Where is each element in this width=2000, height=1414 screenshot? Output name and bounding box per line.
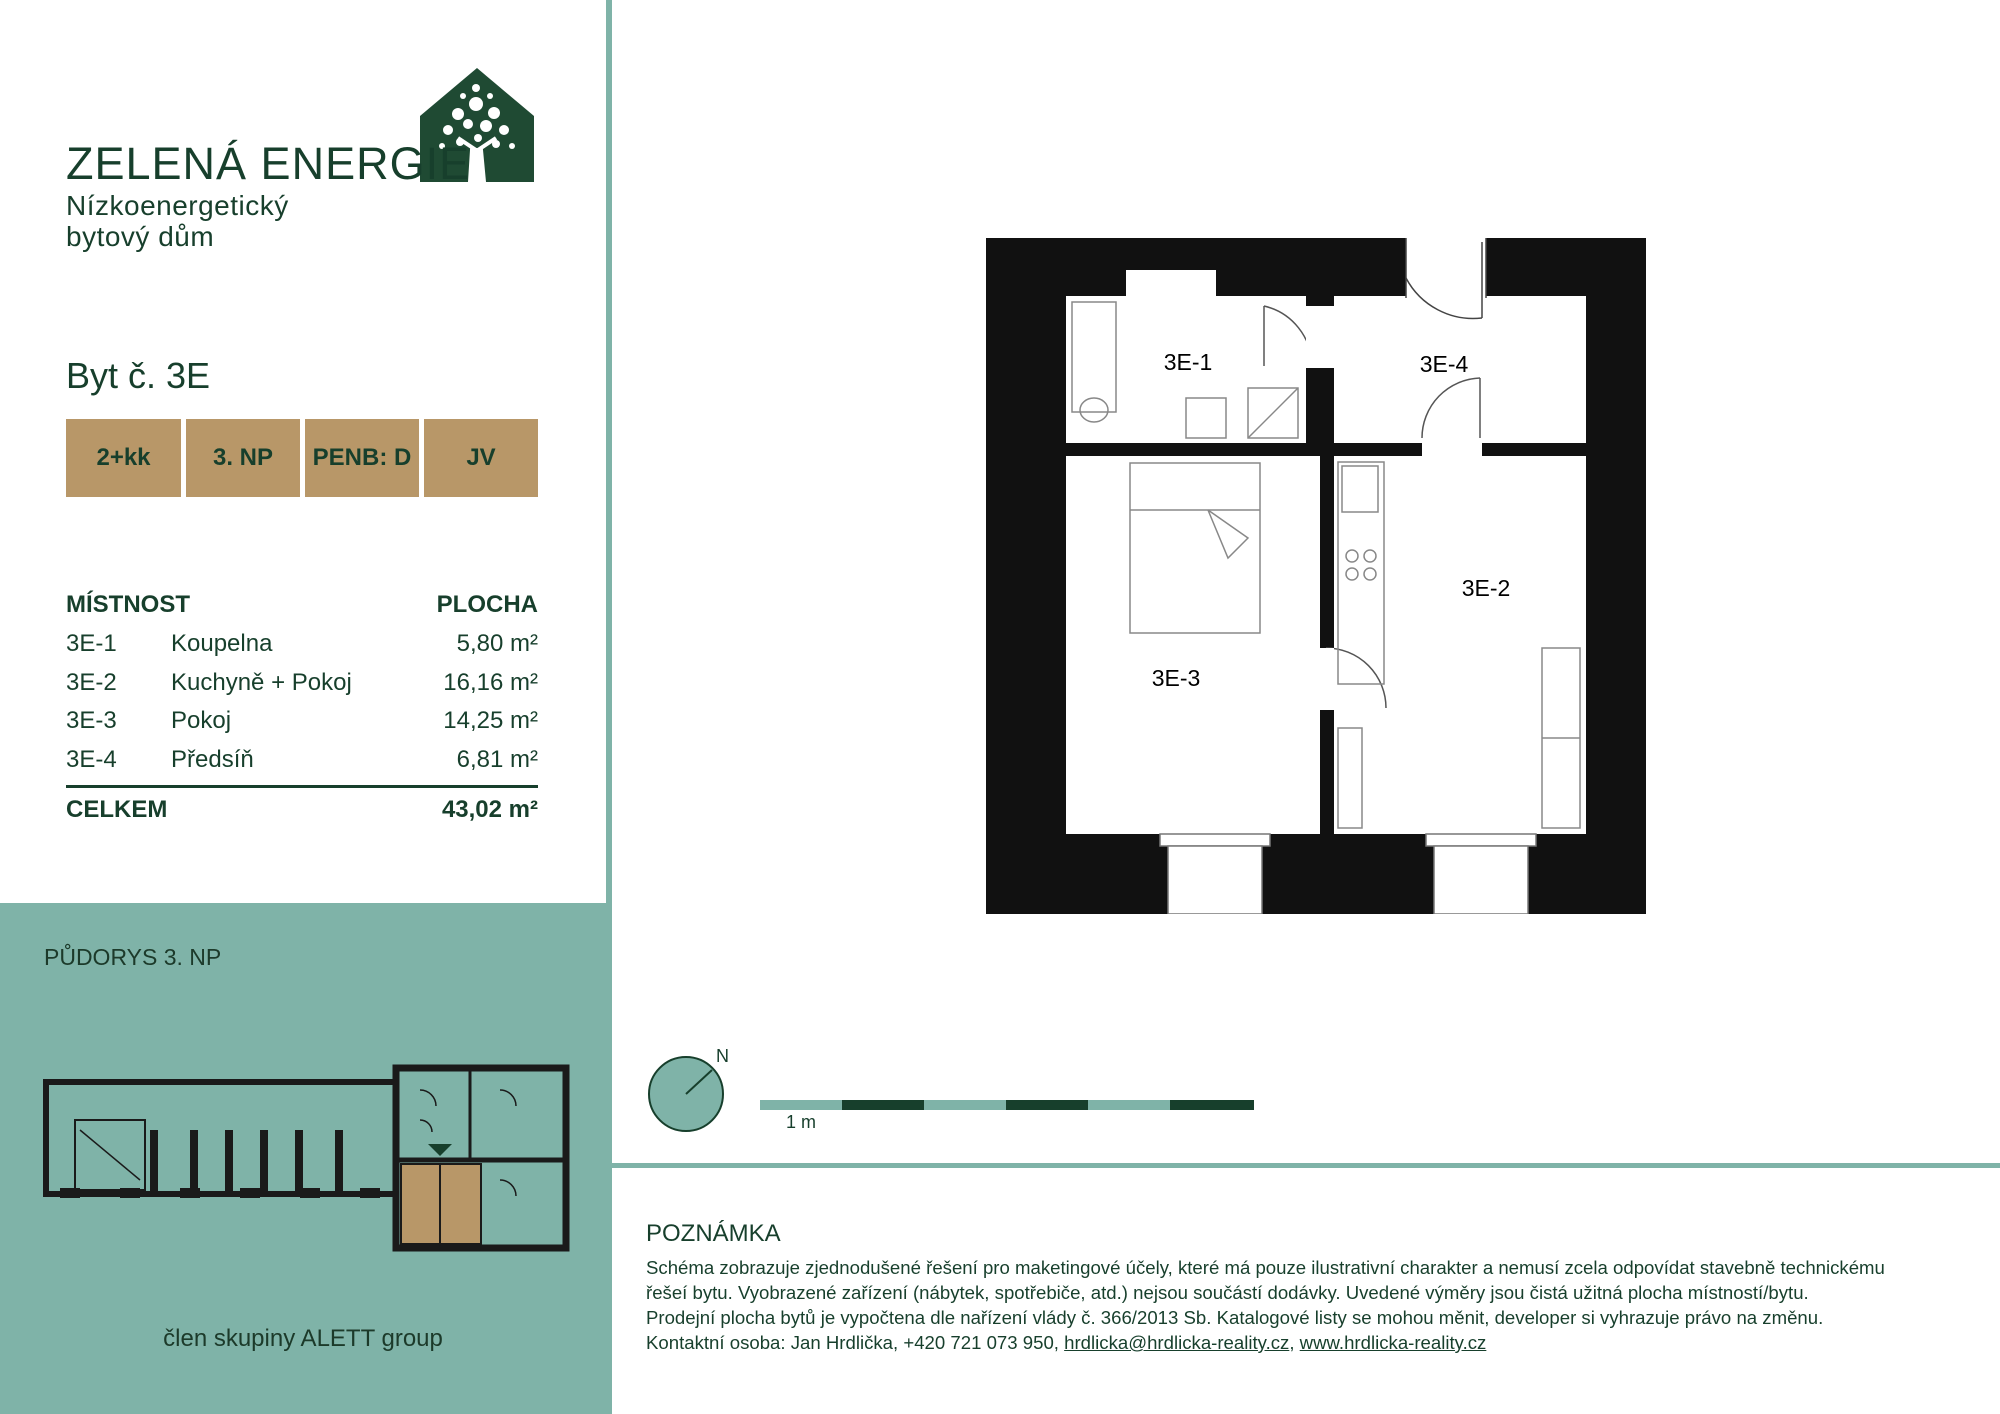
col-area-label: PLOCHA bbox=[436, 591, 538, 618]
room-3e3-area bbox=[1066, 456, 1320, 834]
room-id: 3E-2 bbox=[66, 668, 117, 696]
table-row bbox=[66, 625, 538, 664]
total-label: CELKEM bbox=[66, 796, 168, 823]
brand-subtitle: Nízkoenergetický bytový dům bbox=[66, 190, 289, 252]
badge-floor: 3. NP bbox=[186, 419, 300, 497]
contact-line bbox=[646, 1330, 1966, 1355]
room-id: 3E-1 bbox=[66, 630, 117, 658]
note-body bbox=[646, 1255, 1966, 1355]
room-id: 3E-3 bbox=[66, 707, 117, 735]
group-membership: člen skupiny ALETT group bbox=[163, 1325, 443, 1352]
floor-overview-plan bbox=[40, 1060, 580, 1260]
room-label-3e2: 3E-2 bbox=[1461, 575, 1511, 601]
total-row bbox=[66, 788, 538, 832]
note-line: Schéma zobrazuje zjednodušené řešení pro maketingové účely, které má pouze ilustrativní charakter a nemusí zcela odpovídat stavebně technickému bbox=[646, 1257, 1885, 1278]
badge-layout: 2+kk bbox=[66, 419, 181, 497]
room-area: 6,81 m² bbox=[456, 745, 538, 773]
room-name: Koupelna bbox=[171, 630, 273, 658]
apartment-floor-plan bbox=[986, 238, 1646, 914]
table-row bbox=[66, 664, 538, 703]
table-row bbox=[66, 741, 538, 780]
room-label-3e1: 3E-1 bbox=[1163, 349, 1213, 375]
website-link[interactable]: www.hrdlicka-reality.cz bbox=[1299, 1332, 1487, 1353]
rooms-table bbox=[66, 585, 538, 832]
badge-orientation: JV bbox=[424, 419, 538, 497]
note-line: řešeí bytu. Vyobrazené zařízení (nábytek, spotřebiče, atd.) nejsou součástí dodávky. Uvedené výměry jsou čistá užitná plocha místností/bytu. bbox=[646, 1282, 1809, 1303]
unit-title: Byt č. 3E bbox=[66, 355, 211, 396]
contact-separator: , bbox=[1289, 1332, 1300, 1353]
horizontal-divider bbox=[612, 1163, 2000, 1168]
scale-bar bbox=[760, 1100, 1254, 1110]
total-area: 43,02 m² bbox=[441, 796, 538, 823]
room-area: 5,80 m² bbox=[456, 630, 538, 658]
room-area: 14,25 m² bbox=[443, 707, 538, 735]
compass-icon bbox=[646, 1054, 726, 1134]
brand-title: ZELENÁ ENERGIE bbox=[66, 138, 471, 189]
table-row bbox=[66, 702, 538, 741]
room-name: Pokoj bbox=[171, 707, 232, 735]
scale-label: 1 m bbox=[786, 1112, 817, 1132]
unit-badges bbox=[66, 419, 538, 497]
room-id: 3E-4 bbox=[66, 745, 117, 773]
room-label-3e4: 3E-4 bbox=[1419, 351, 1469, 377]
email-link[interactable]: hrdlicka@hrdlicka-reality.cz bbox=[1064, 1332, 1290, 1353]
room-label-3e3: 3E-3 bbox=[1151, 665, 1201, 691]
note-line: Prodejní plocha bytů je vypočtena dle nařízení vlády č. 366/2013 Sb. Katalogové listy se mohou měnit, developer si vyhrazuje právo na změnu. bbox=[646, 1307, 1824, 1328]
contact-prefix: Kontaktní osoba: Jan Hrdlička, +420 721 073 950, bbox=[646, 1332, 1065, 1353]
room-area: 16,16 m² bbox=[443, 668, 538, 696]
overview-label: PŮDORYS 3. NP bbox=[44, 944, 222, 970]
rooms-table-header bbox=[66, 585, 538, 625]
compass-north-label: N bbox=[716, 1046, 729, 1066]
note-title: POZNÁMKA bbox=[646, 1220, 781, 1247]
room-name: Kuchyně + Pokoj bbox=[171, 668, 352, 696]
room-name: Předsíň bbox=[171, 745, 254, 773]
badge-penb: PENB: D bbox=[305, 419, 419, 497]
col-room-label: MÍSTNOST bbox=[66, 591, 190, 618]
